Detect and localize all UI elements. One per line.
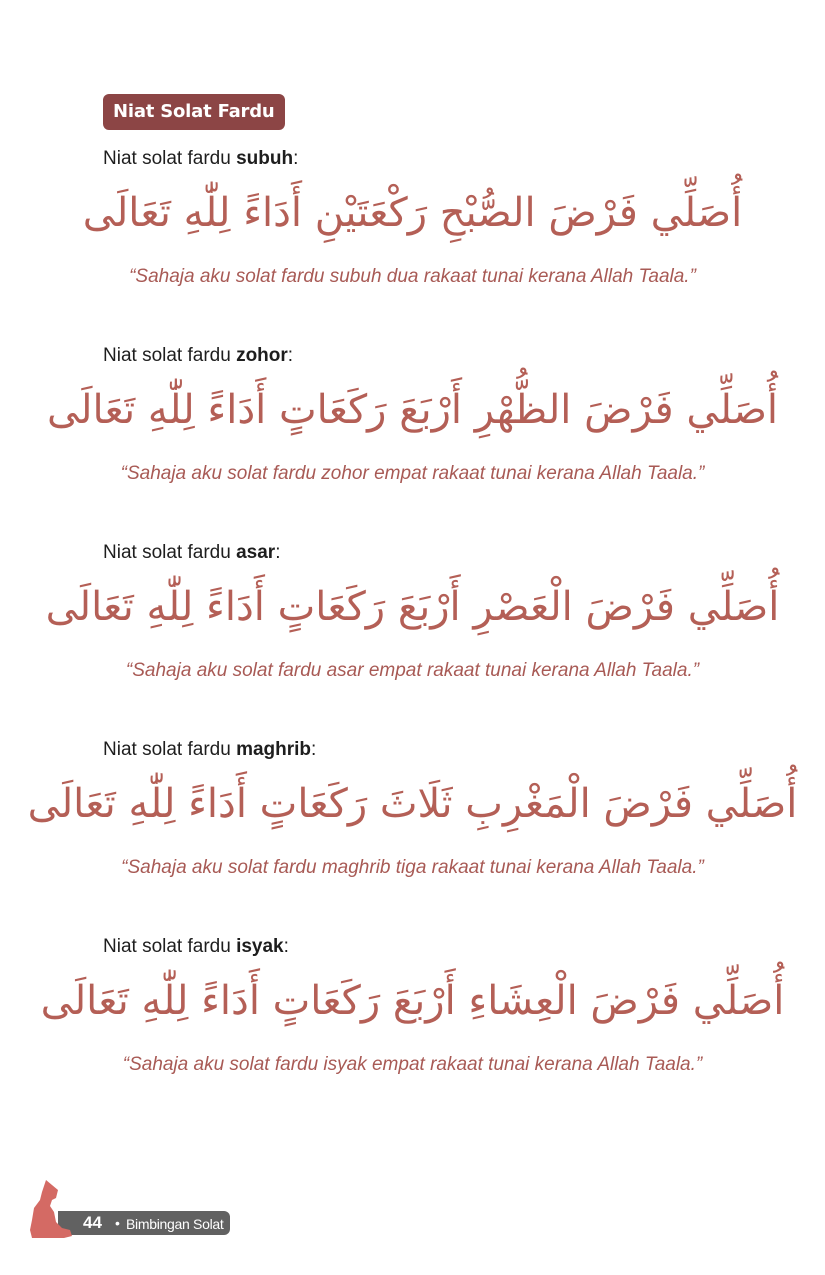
translation: “Sahaja aku solat fardu isyak empat rakaat tunai kerana Allah Taala.” [122,1054,703,1075]
label-prefix: Niat solat fardu [103,345,237,366]
book-title: Bimbingan Solat [126,1216,224,1232]
label-suffix: : [275,542,281,563]
label-suffix: : [311,739,317,760]
label-prefix: Niat solat fardu [103,739,237,760]
label-suffix: : [293,148,299,169]
arabic-niat: أُصَلِّي فَرْضَ الْعِشَاءِ أَرْبَعَ رَكَعَاتٍ أَدَاءً لِلّٰهِ تَعَالَى [40,978,785,1024]
prayer-name: subuh [236,148,294,169]
prayer-label [103,936,289,958]
prayer-label [103,345,293,367]
translation: “Sahaja aku solat fardu zohor empat rakaat tunai kerana Allah Taala.” [120,463,705,484]
prayer-name: asar [236,542,276,563]
prayer-label [103,148,298,170]
translation: “Sahaja aku solat fardu maghrib tiga rakaat tunai kerana Allah Taala.” [121,857,704,878]
prayer-label [103,542,280,564]
arabic-niat: أُصَلِّي فَرْضَ الْعَصْرِ أَرْبَعَ رَكَعَاتٍ أَدَاءً لِلّٰهِ تَعَالَى [45,584,780,630]
praying-person-icon [28,1178,76,1240]
arabic-niat: أُصَلِّي فَرْضَ الْمَغْرِبِ ثَلَاثَ رَكَعَاتٍ أَدَاءً لِلّٰهِ تَعَالَى [27,781,798,827]
label-prefix: Niat solat fardu [103,148,237,169]
prayer-name: isyak [236,936,284,957]
label-suffix: : [283,936,289,957]
label-prefix: Niat solat fardu [103,936,237,957]
arabic-niat: أُصَلِّي فَرْضَ الظُّهْرِ أَرْبَعَ رَكَعَاتٍ أَدَاءً لِلّٰهِ تَعَالَى [46,387,779,433]
prayer-name: maghrib [236,739,312,760]
page-footer [28,1178,238,1240]
label-prefix: Niat solat fardu [103,542,237,563]
translation: “Sahaja aku solat fardu subuh dua rakaat tunai kerana Allah Taala.” [129,266,696,287]
label-suffix: : [287,345,294,366]
arabic-niat: أُصَلِّي فَرْضَ الصُّبْحِ رَكْعَتَيْنِ أَدَاءً لِلّٰهِ تَعَالَى [82,190,743,236]
translation: “Sahaja aku solat fardu asar empat rakaat tunai kerana Allah Taala.” [125,660,700,681]
page-number: 44 [83,1213,102,1232]
section-title-badge: Niat Solat Fardu [103,94,285,130]
prayer-label [103,739,316,761]
prayer-name: zohor [236,345,288,366]
footer-separator: • [115,1215,120,1231]
